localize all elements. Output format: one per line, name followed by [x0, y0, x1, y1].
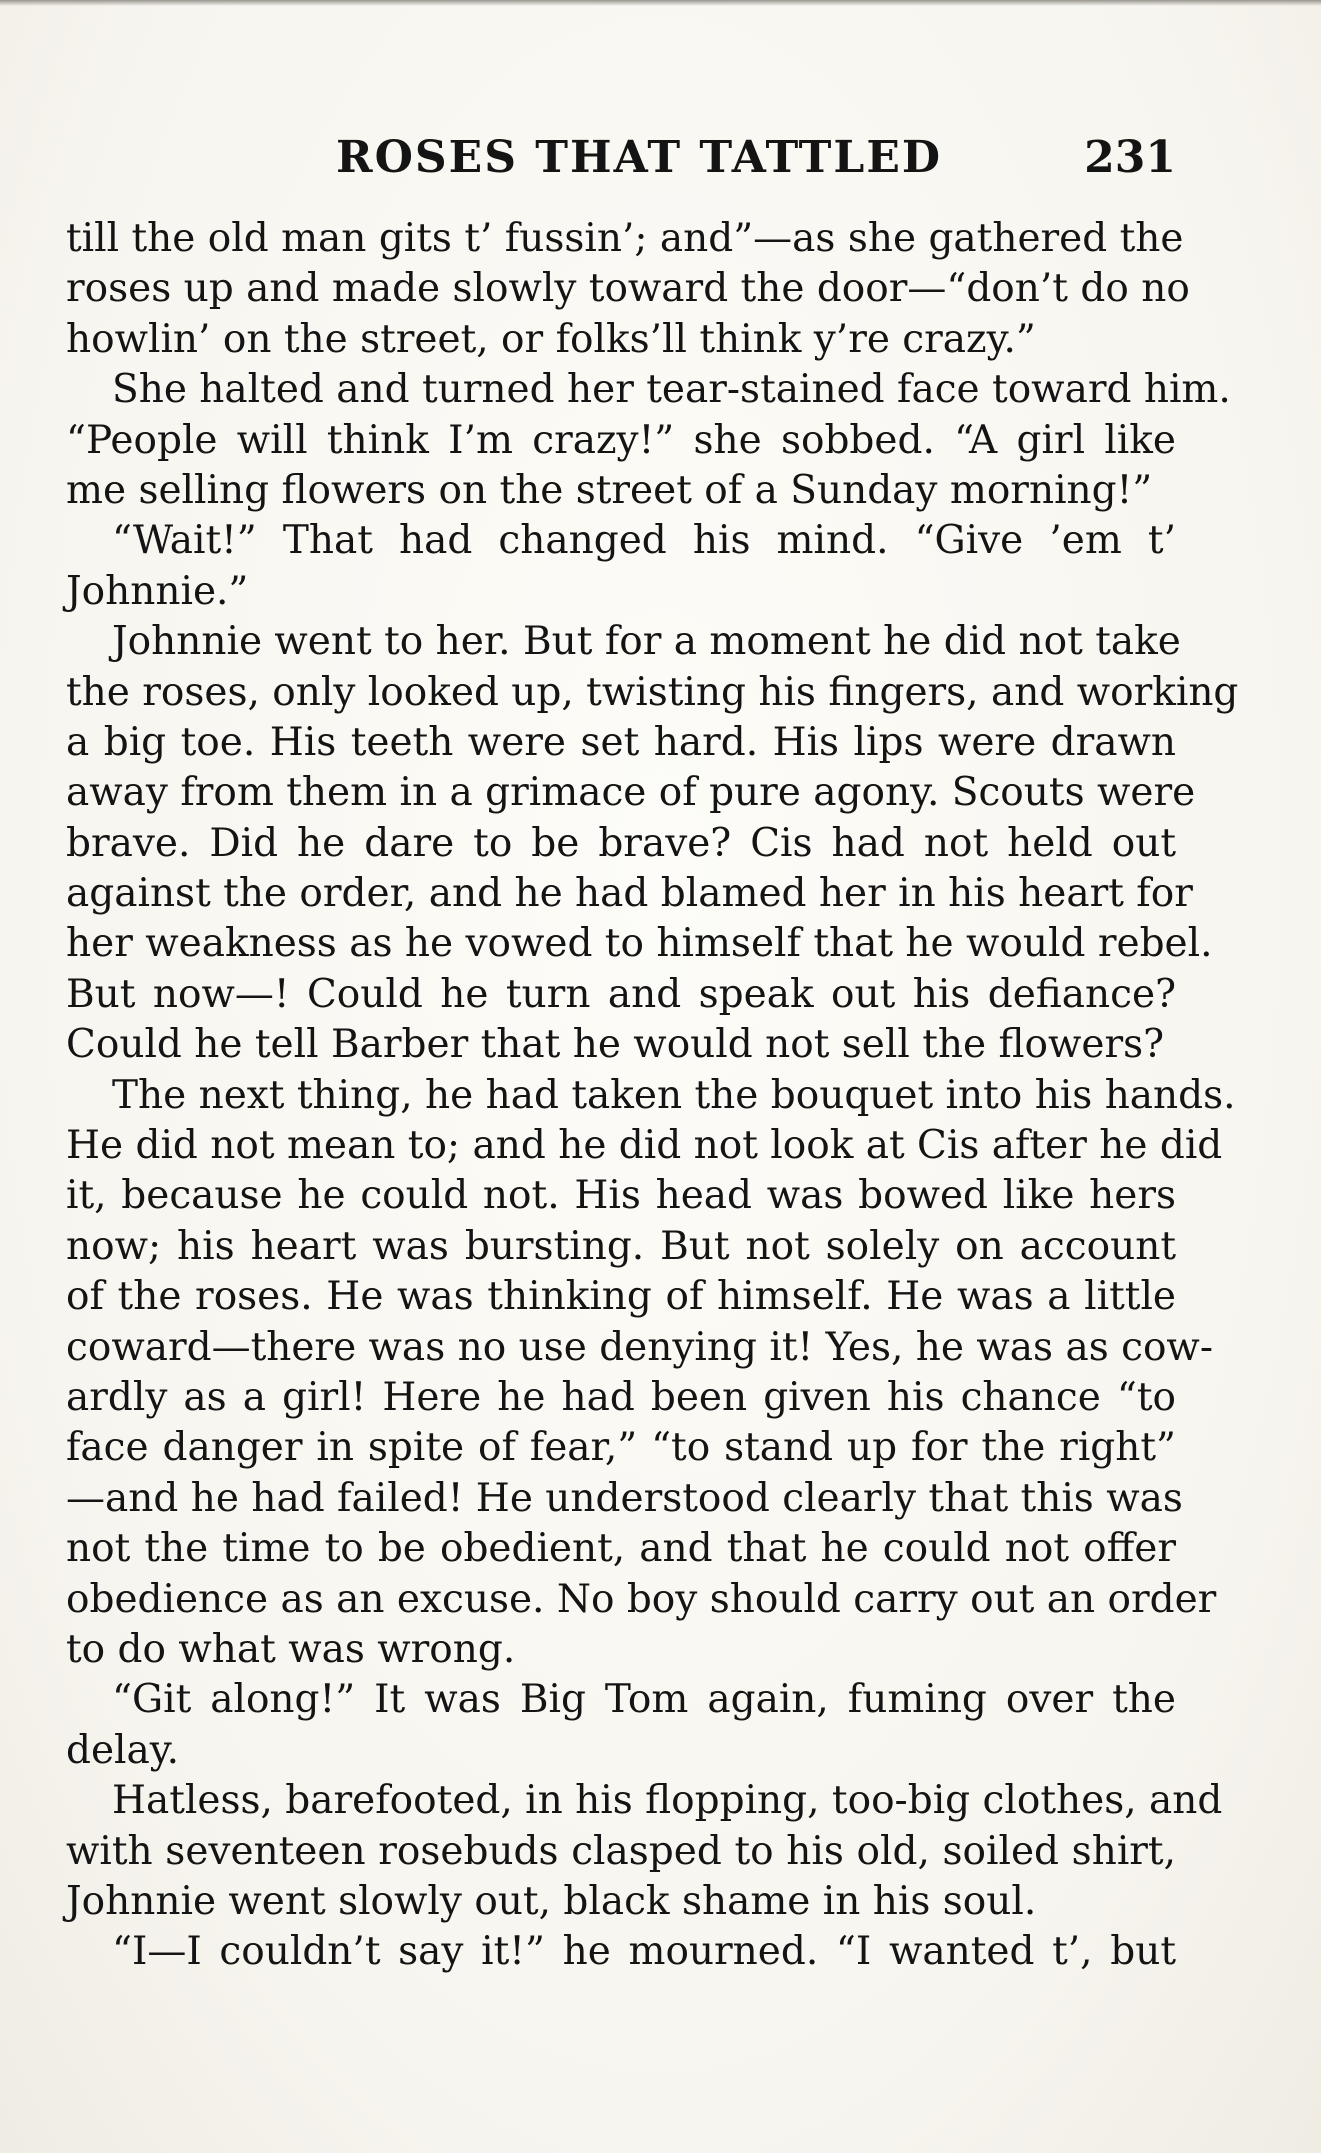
text-line: “Git along!” It was Big Tom again, fuming over the: [112, 1677, 1176, 1723]
text-line: “I—I couldn’t say it!” he mourned. “I wanted t’, but: [112, 1929, 1176, 1975]
text-line: it, because he could not. His head was bowed like hers: [66, 1173, 1176, 1219]
text-line: brave. Did he dare to be brave? Cis had not held out: [66, 820, 1176, 866]
page-header: [66, 132, 1176, 192]
text-line: ardly as a girl! Here he had been given his chance “to: [66, 1374, 1176, 1420]
text-line: “Wait!” That had changed his mind. “Give ’em t’: [112, 518, 1176, 564]
text-line: delay.: [66, 1727, 180, 1773]
text-line: with seventeen rosebuds clasped to his old, soiled shirt,: [66, 1828, 1176, 1874]
text-line: roses up and made slowly toward the door—“don’t do no: [66, 266, 1190, 312]
text-line: Johnnie.”: [66, 568, 249, 614]
text-line: Johnnie went slowly out, black shame in his soul.: [66, 1878, 1037, 1924]
text-line: now; his heart was bursting. But not solely on account: [66, 1223, 1176, 1269]
text-line: Johnnie went to her. But for a moment he did not take: [112, 619, 1181, 665]
text-line: The next thing, he had taken the bouquet into his hands.: [112, 1072, 1236, 1118]
page-top-edge: [0, 0, 1321, 6]
text-line: a big toe. His teeth were set hard. His lips were drawn: [66, 719, 1176, 765]
running-head: ROSES THAT TATTLED: [336, 132, 943, 183]
text-line: Could he tell Barber that he would not sell the flowers?: [66, 1022, 1165, 1068]
text-line: not the time to be obedient, and that he could not offer: [66, 1526, 1176, 1572]
text-line: me selling flowers on the street of a Sunday morning!”: [66, 467, 1153, 513]
text-line: obedience as an excuse. No boy should carry out an order: [66, 1576, 1217, 1622]
text-line: of the roses. He was thinking of himself. He was a little: [66, 1274, 1176, 1320]
text-line: against the order, and he had blamed her in his heart for: [66, 871, 1193, 917]
text-line: —and he had failed! He understood clearly that this was: [66, 1475, 1183, 1521]
text-line: away from them in a grimace of pure agony. Scouts were: [66, 770, 1196, 816]
page-number: 231: [1084, 132, 1176, 183]
text-line: to do what was wrong.: [66, 1626, 516, 1672]
text-line: He did not mean to; and he did not look at Cis after he did: [66, 1123, 1223, 1169]
text-line: Hatless, barefooted, in his flopping, too-big clothes, and: [112, 1778, 1223, 1824]
text-line: She halted and turned her tear-stained face toward him.: [112, 367, 1231, 413]
body-text: [66, 214, 1239, 1978]
text-line: howlin’ on the street, or folks’ll think y’re crazy.”: [66, 316, 1036, 362]
text-line: her weakness as he vowed to himself that he would rebel.: [66, 921, 1213, 967]
text-line: till the old man gits t’ fussin’; and”—as she gathered the: [66, 216, 1184, 261]
text-line: coward—there was no use denying it! Yes, he was as cow-: [66, 1324, 1213, 1370]
text-line: But now—! Could he turn and speak out his defiance?: [66, 971, 1176, 1017]
text-line: the roses, only looked up, twisting his fingers, and working: [66, 669, 1239, 715]
text-line: face danger in spite of fear,” “to stand up for the right”: [66, 1425, 1176, 1471]
text-line: “People will think I’m crazy!” she sobbed. “A girl like: [66, 417, 1176, 463]
